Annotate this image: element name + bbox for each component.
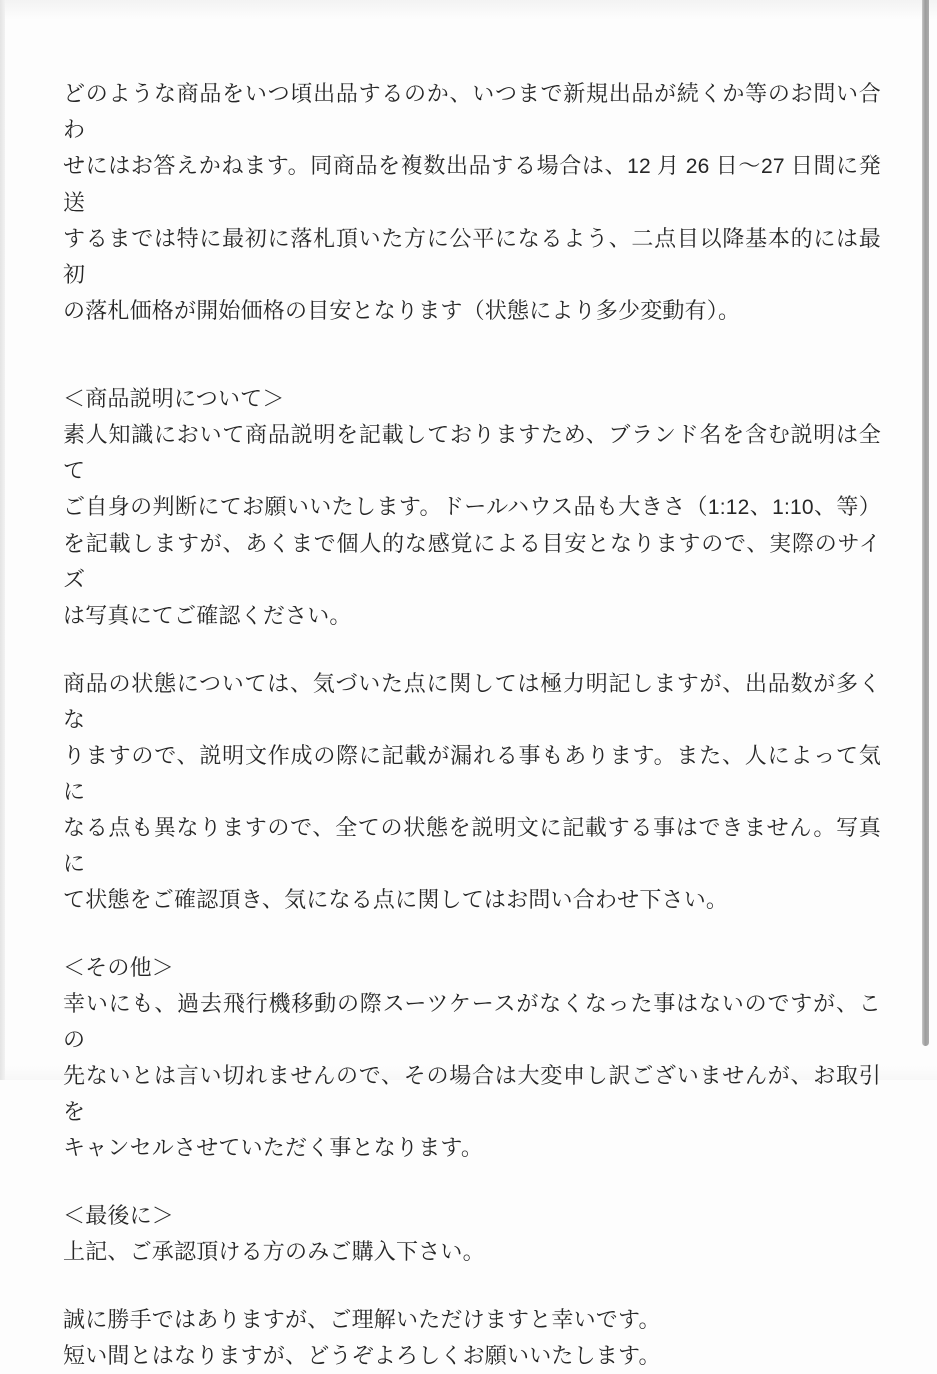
section-heading: ＜その他＞ bbox=[63, 955, 175, 980]
text-line: の落札価格が開始価格の目安となります（状態により多少変動有）。 bbox=[63, 298, 741, 323]
text-line: 短い間とはなりますが、どうぞよろしくお願いいたします。 bbox=[63, 1343, 661, 1368]
text-line: ご自身の判断にてお願いいたします。ドールハウス品も大きさ（1:12、1:10、等） bbox=[63, 494, 881, 519]
text-line: どのような商品をいつ頃出品するのか、いつまで新規出品が続くか等のお問い合わ bbox=[63, 81, 881, 142]
text-line: キャンセルさせていただく事となります。 bbox=[63, 1135, 484, 1160]
text-line: なる点も異なりますので、全ての状態を説明文に記載する事はできません。写真に bbox=[63, 815, 881, 876]
text-line: 誠に勝手ではありますが、ご理解いただけますと幸いです。 bbox=[63, 1307, 661, 1332]
page-left-edge-shade bbox=[0, 0, 5, 1080]
section-heading: ＜最後に＞ bbox=[63, 1203, 175, 1228]
paragraph-listing-policy bbox=[63, 76, 881, 329]
text-line: は写真にてご確認ください。 bbox=[63, 603, 352, 628]
text-line: するまでは特に最初に落札頂いた方に公平になるよう、二点目以降基本的には最初 bbox=[63, 226, 881, 287]
section-item-description bbox=[63, 381, 881, 634]
section-other bbox=[63, 950, 881, 1166]
text-line: りますので、説明文作成の際に記載が漏れる事もあります。また、人によって気に bbox=[63, 743, 881, 804]
text-line: 幸いにも、過去飛行機移動の際スーツケースがなくなった事はないのですが、この bbox=[63, 991, 881, 1052]
text-line: 商品の状態については、気づいた点に関しては極力明記しますが、出品数が多くな bbox=[63, 671, 881, 732]
paragraph-closing bbox=[63, 1302, 881, 1374]
document-text bbox=[63, 76, 881, 1374]
text-line: 上記、ご承認頂ける方のみご購入下さい。 bbox=[63, 1239, 485, 1264]
text-line: て状態をご確認頂き、気になる点に関してはお問い合わせ下さい。 bbox=[63, 887, 729, 912]
text-line: を記載しますが、あくまで個人的な感覚による目安となりますので、実際のサイズ bbox=[63, 531, 881, 592]
text-line: 素人知識において商品説明を記載しておりますため、ブランド名を含む説明は全て bbox=[63, 422, 881, 483]
text-line: 先ないとは言い切れませんので、その場合は大変申し訳ございませんが、お取引を bbox=[63, 1063, 881, 1124]
scrollbar-thumb[interactable] bbox=[922, 0, 929, 1046]
paragraph-item-condition bbox=[63, 666, 881, 918]
text-line: せにはお答えかねます。同商品を複数出品する場合は、12 月 26 日〜27 日間に発送 bbox=[63, 153, 881, 215]
section-finally bbox=[63, 1198, 881, 1270]
section-heading: ＜商品説明について＞ bbox=[63, 386, 285, 411]
